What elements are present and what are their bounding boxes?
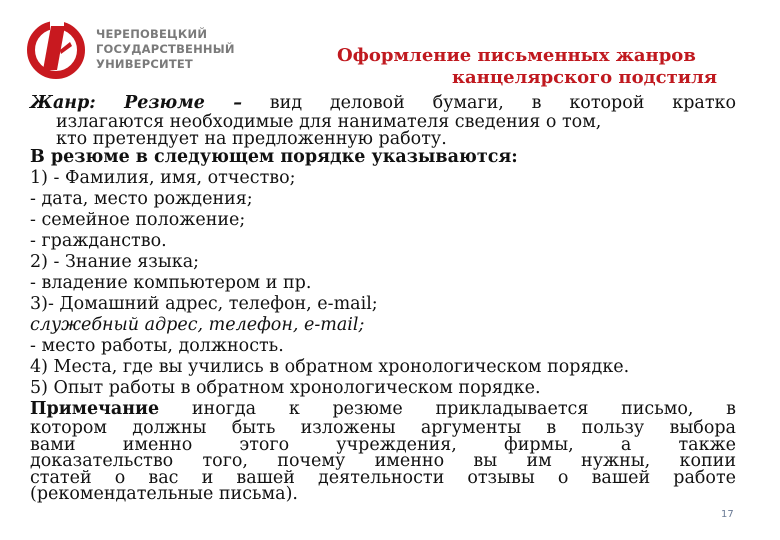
genre-text-line: излагаются необходимые для нанимателя сведения о том, <box>56 112 602 132</box>
list-item: 5) Опыт работы в обратном хронологическом порядке. <box>30 378 541 398</box>
note-line: (рекомендательные письма). <box>30 484 298 504</box>
slide-title <box>337 45 780 89</box>
list-item: 3)- Домашний адрес, телефон, e-mail; <box>30 294 378 314</box>
genre-label: Жанр: Резюме – <box>30 93 242 113</box>
list-item: 1) - Фамилия, имя, отчество; <box>30 168 296 188</box>
note-line: вами именно этого учреждения, фирмы, а также <box>30 434 736 455</box>
list-item: 4) Места, где вы учились в обратном хронологическом порядке. <box>30 357 630 377</box>
title-line-2: канцелярского подстиля <box>452 67 718 88</box>
page-number: 17 <box>721 509 734 520</box>
order-heading: В резюме в следующем порядке указываются: <box>30 147 518 167</box>
genre-text: вид деловой бумаги, в которой кратко <box>269 93 736 113</box>
note-line: котором должны быть изложены аргументы в пользу выбора <box>30 418 736 438</box>
chgu-logo-icon <box>26 20 86 80</box>
list-item: - дата, место рождения; <box>30 189 253 209</box>
list-item: - гражданство. <box>30 231 167 251</box>
genre-definition <box>30 93 736 114</box>
list-item: служебный адрес, телефон, e-mail; <box>30 315 365 335</box>
note-text: иногда к резюме прикладывается письмо, в <box>191 399 736 419</box>
note-line: статей о вас и вашей деятельности отзывы о вашей работе <box>30 467 736 488</box>
university-line: ЧЕРЕПОВЕЦКИЙ <box>96 27 208 41</box>
list-item: - место работы, должность. <box>30 336 284 356</box>
title-line-1: Оформление письменных жанров <box>337 45 696 66</box>
note-label: Примечание <box>30 399 160 419</box>
note-first-line <box>30 399 736 420</box>
university-line: УНИВЕРСИТЕТ <box>96 57 193 71</box>
university-line: ГОСУДАРСТВЕННЫЙ <box>96 42 235 56</box>
list-item: - владение компьютером и пр. <box>30 273 312 293</box>
slide-body <box>30 93 736 503</box>
list-item: - семейное положение; <box>30 210 246 230</box>
list-item: 2) - Знание языка; <box>30 252 200 272</box>
note-line: доказательство того, почему именно вы им нужны, копии <box>30 451 736 471</box>
university-name <box>96 27 235 72</box>
genre-text-line: кто претендует на предложенную работу. <box>56 128 447 149</box>
